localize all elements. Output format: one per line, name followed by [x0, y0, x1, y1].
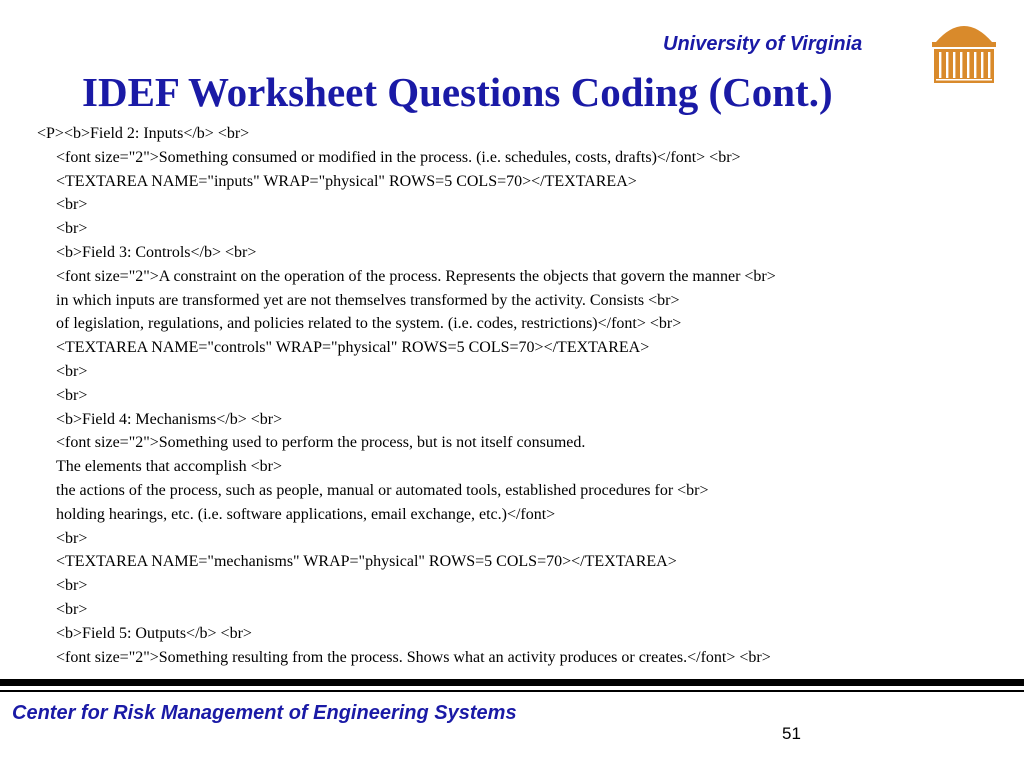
slide-title: IDEF Worksheet Questions Coding (Cont.)	[82, 69, 833, 115]
code-line: <TEXTAREA NAME="controls" WRAP="physical" ROWS=5 COLS=70></TEXTAREA>	[56, 339, 650, 357]
code-line: The elements that accomplish <br>	[56, 458, 282, 476]
code-line: <font size="2">A constraint on the operation of the process. Represents the objects that govern the manner <br>	[56, 267, 776, 285]
code-line: <br>	[56, 577, 88, 595]
rotunda-icon	[928, 16, 1000, 88]
code-line: <br>	[56, 196, 88, 214]
page-number: 51	[782, 724, 801, 743]
code-line: <font size="2">Something resulting from the process. Shows what an activity produces or creates.</font> <br>	[56, 648, 771, 666]
code-line: <br>	[56, 529, 88, 547]
university-name: University of Virginia	[663, 33, 863, 55]
code-line: <br>	[56, 386, 88, 404]
code-line: <P><b>Field 2: Inputs</b> <br>	[37, 125, 250, 142]
code-line: <br>	[56, 220, 88, 238]
code-line: <TEXTAREA NAME="inputs" WRAP="physical" ROWS=5 COLS=70></TEXTAREA>	[56, 172, 637, 190]
code-line: <b>Field 3: Controls</b> <br>	[56, 244, 257, 261]
footer-center-name: Center for Risk Management of Engineering Systems	[12, 702, 517, 724]
code-line: <br>	[56, 363, 88, 380]
code-line: <br>	[56, 601, 88, 618]
code-line: of legislation, regulations, and policies related to the system. (i.e. codes, restrictions)</font> <br>	[56, 315, 682, 333]
code-line: <font size="2">Something used to perform the process, but is not itself consumed.	[56, 434, 586, 452]
footer-divider	[0, 679, 1024, 686]
code-line: <b>Field 5: Outputs</b> <br>	[56, 624, 252, 642]
code-line: in which inputs are transformed yet are not themselves transformed by the activity. Consists <br>	[56, 291, 680, 309]
code-line: <b>Field 4: Mechanisms</b> <br>	[56, 410, 283, 428]
code-line: <font size="2">Something consumed or modified in the process. (i.e. schedules, costs, drafts)</font> <br>	[56, 148, 741, 166]
code-line: holding hearings, etc. (i.e. software applications, email exchange, etc.)</font>	[56, 505, 556, 523]
code-line: <TEXTAREA NAME="mechanisms" WRAP="physical" ROWS=5 COLS=70></TEXTAREA>	[56, 553, 677, 571]
code-line: the actions of the process, such as people, manual or automated tools, established procedures for <br>	[56, 482, 709, 499]
footer-divider-thin	[0, 690, 1024, 692]
